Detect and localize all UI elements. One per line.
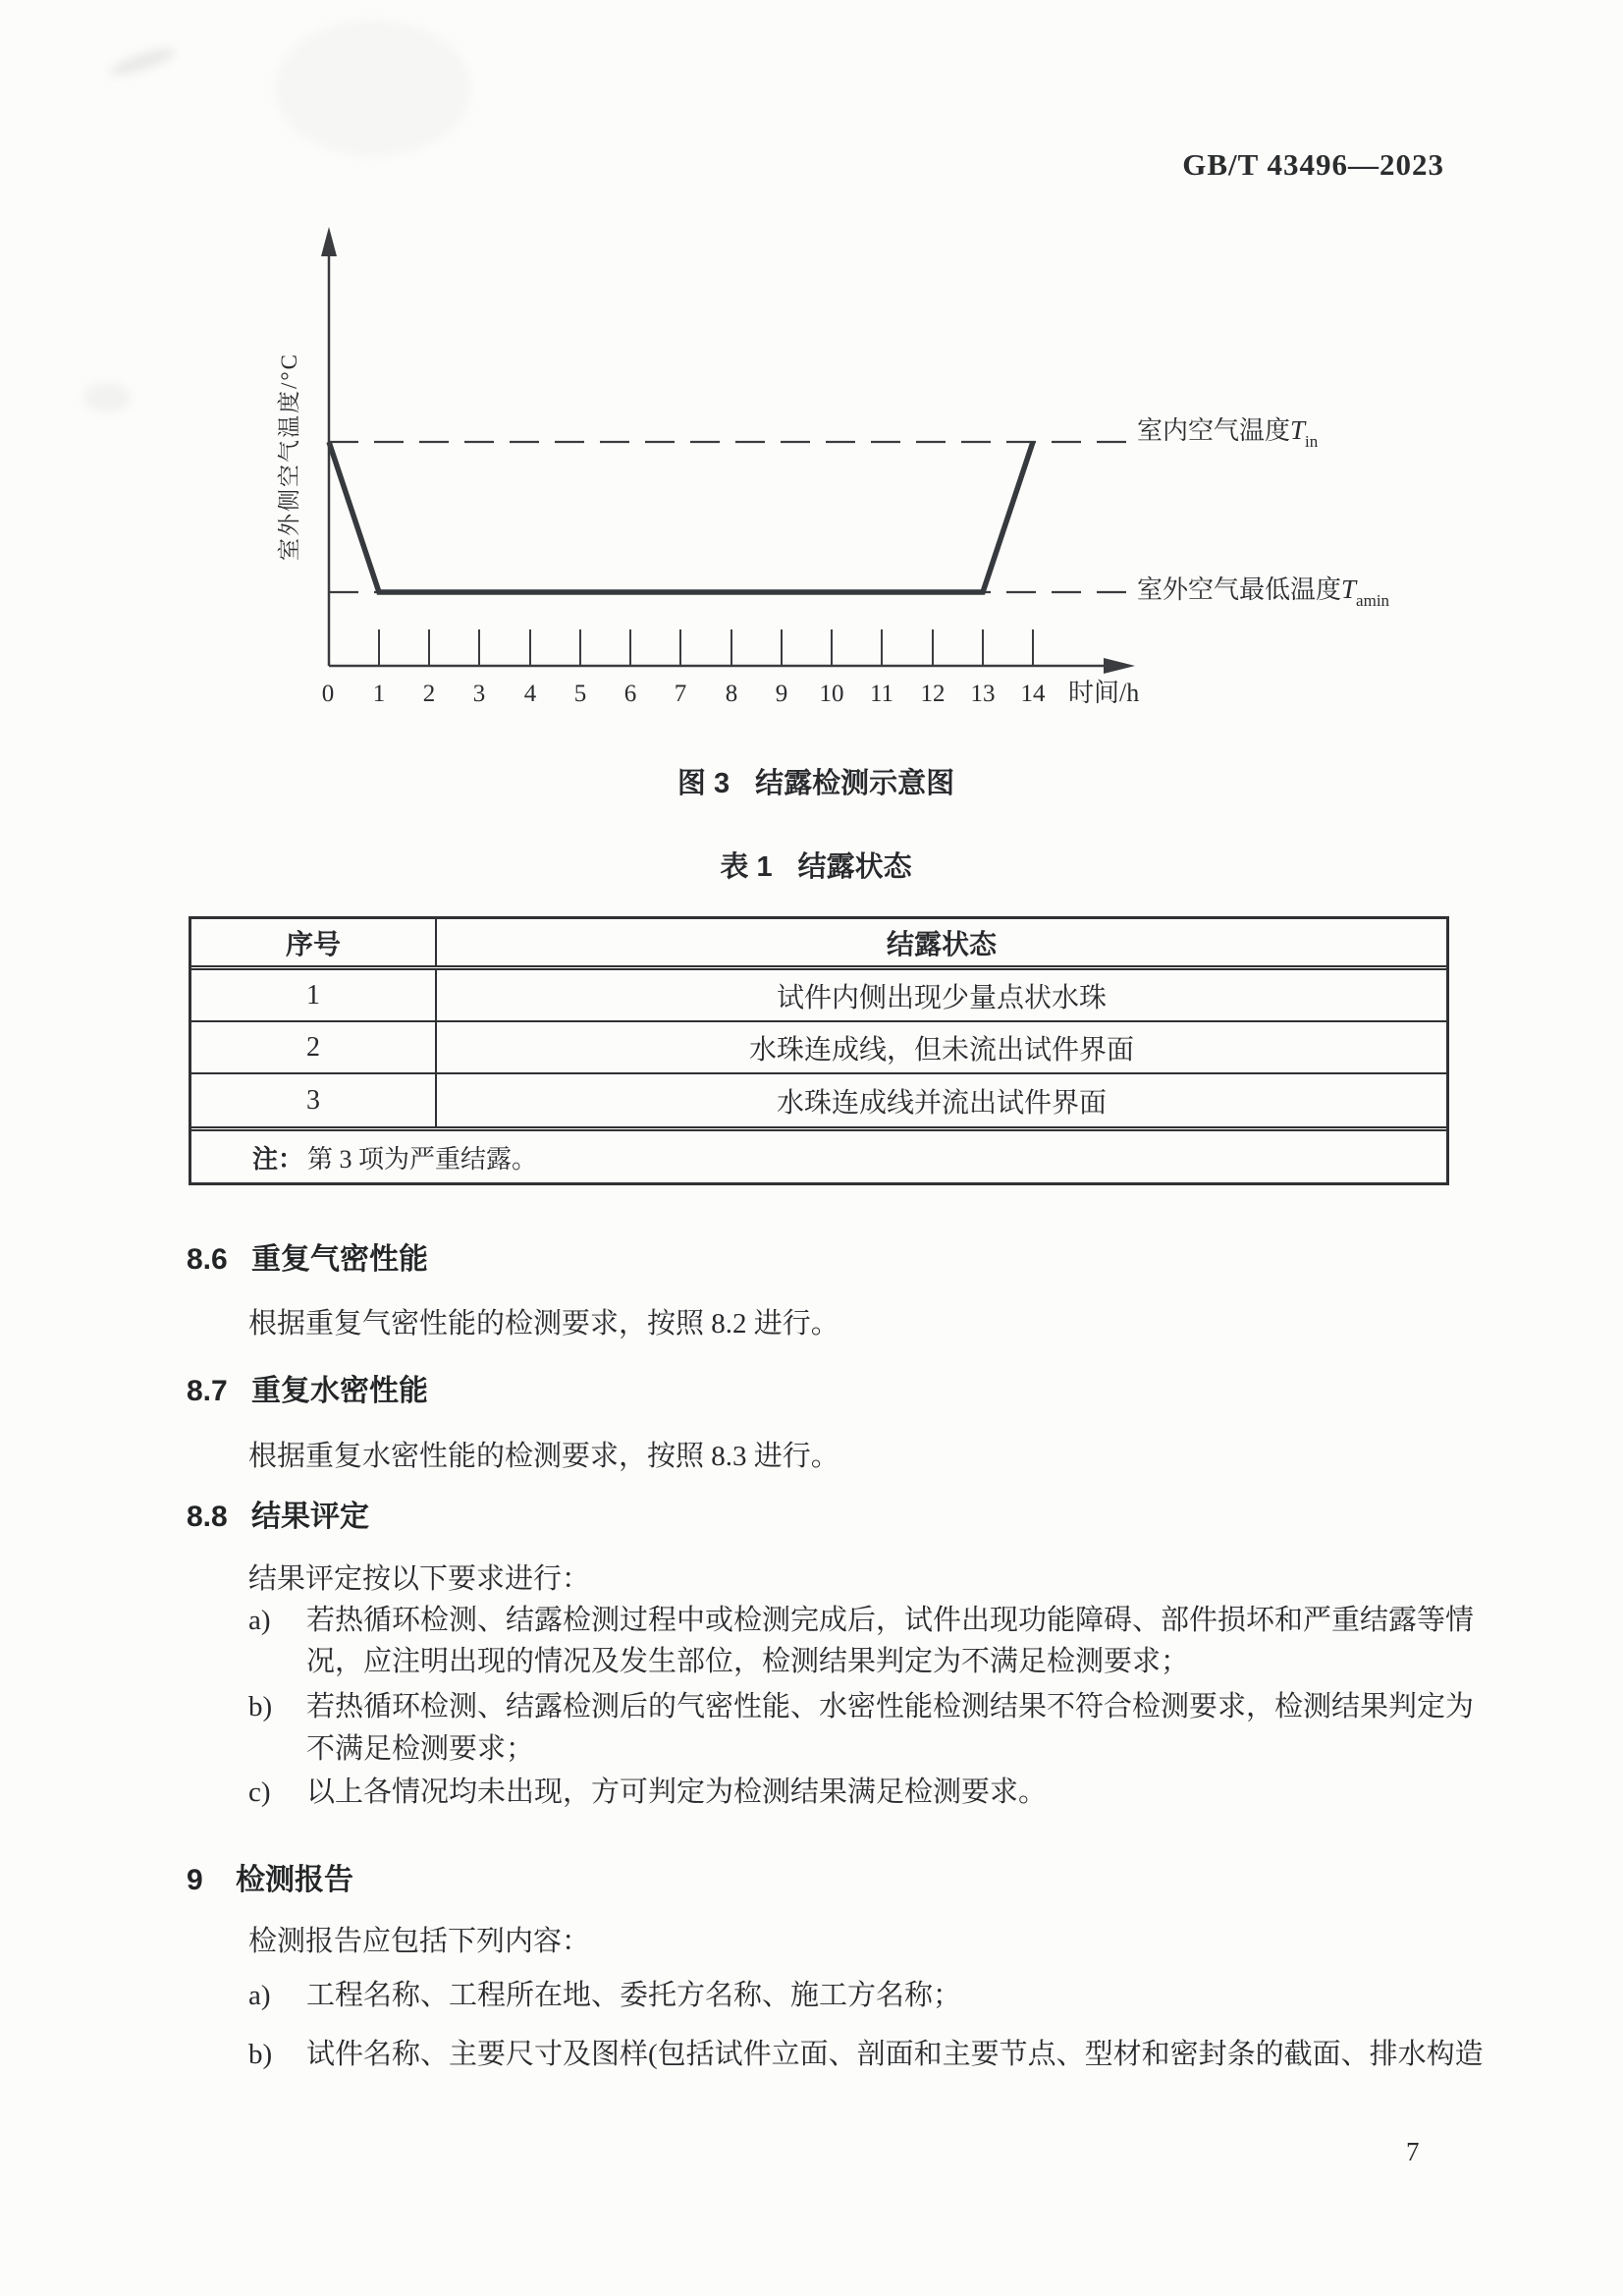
- list-item-b: b) 若热循环检测、结露检测后的气密性能、水密性能检测结果不符合检测要求，检测结果判定为: [248, 1687, 1474, 1726]
- scan-artifact: [83, 383, 131, 412]
- section-8-7-heading: 8.7 重复水密性能: [187, 1375, 428, 1407]
- svg-text:0: 0: [321, 681, 335, 707]
- svg-text:10: 10: [819, 681, 844, 707]
- condensation-state-table: [189, 916, 1449, 1185]
- svg-text:5: 5: [573, 681, 587, 707]
- note-text: 第 3 项为严重结露。: [307, 1144, 538, 1174]
- header-cell-state: 结露状态: [886, 928, 997, 959]
- svg-text:14: 14: [1020, 681, 1046, 707]
- x-tick-labels: [322, 681, 1046, 707]
- svg-text:2: 2: [422, 681, 436, 707]
- table-caption-title: 结露状态: [797, 851, 912, 883]
- list-marker: b): [248, 2039, 273, 2070]
- svg-text:13: 13: [970, 681, 996, 707]
- svg-text:4: 4: [523, 681, 537, 707]
- svg-text:12: 12: [920, 681, 946, 707]
- svg-text:6: 6: [623, 681, 637, 707]
- report-item-a: a) 工程名称、工程所在地、委托方名称、施工方名称；: [248, 1976, 961, 2015]
- section-8-6-body: 根据重复气密性能的检测要求，按照 8.2 进行。: [248, 1308, 839, 1339]
- section-9-intro: 检测报告应包括下列内容：: [248, 1926, 591, 1957]
- standard-code: GB/T 43496—2023: [1182, 147, 1444, 182]
- table-row: 2 水珠连成线，但未流出试件界面: [191, 1022, 1446, 1074]
- svg-text:11: 11: [869, 681, 894, 707]
- list-item-a-line2: 况，应注明出现的情况及发生部位，检测结果判定为不满足检测要求；: [306, 1646, 1190, 1677]
- svg-text:8: 8: [725, 681, 738, 707]
- svg-text:1: 1: [372, 681, 386, 707]
- figure-caption-label: 图 3: [676, 768, 730, 799]
- svg-text:7: 7: [674, 681, 687, 707]
- svg-text:9: 9: [775, 681, 788, 707]
- condensation-test-chart: [245, 221, 1424, 717]
- table-row: 1 试件内侧出现少量点状水珠: [191, 970, 1446, 1022]
- table-header-row: [191, 919, 1446, 970]
- list-marker: a): [248, 1605, 271, 1636]
- scan-artifact: [275, 20, 471, 157]
- indoor-temp-label: 室内空气温度$T_{in}$: [1137, 415, 1319, 451]
- svg-text:3: 3: [472, 681, 486, 707]
- table-caption: [189, 845, 1443, 885]
- header-cell-no: 序号: [191, 919, 437, 965]
- table-note-row: [191, 1126, 1446, 1182]
- x-axis-ticks: [379, 629, 1033, 666]
- section-8-8-heading: 8.8 结果评定: [187, 1501, 369, 1533]
- list-marker: a): [248, 1980, 271, 2011]
- section-8-6-heading: 8.6 重复气密性能: [187, 1243, 428, 1276]
- list-item-c: c) 以上各情况均未出现，方可判定为检测结果满足检测要求。: [248, 1773, 1047, 1812]
- report-item-b: b) 试件名称、主要尺寸及图样(包括试件立面、剖面和主要节点、型材和密封条的截面、排水构造: [248, 2035, 1484, 2074]
- temperature-profile-line: [329, 442, 1033, 592]
- figure-caption-title: 结露检测示意图: [755, 768, 955, 799]
- section-8-7-body: 根据重复水密性能的检测要求，按照 8.3 进行。: [248, 1441, 839, 1472]
- y-axis-arrow: [321, 227, 337, 256]
- x-axis-arrow: [1104, 658, 1135, 674]
- scan-artifact: [107, 44, 178, 81]
- page-number: 7: [1406, 2137, 1420, 2166]
- y-axis-title: 室外侧空气温度/°C: [277, 353, 301, 561]
- list-item-a: a) 若热循环检测、结露检测过程中或检测完成后，试件出现功能障碍、部件损坏和严重结露等情: [248, 1601, 1474, 1640]
- note-label: 注：: [252, 1143, 304, 1174]
- section-9-heading: 9 检测报告: [187, 1864, 353, 1896]
- list-marker: c): [248, 1777, 271, 1808]
- table-row: 3 水珠连成线并流出试件界面: [191, 1074, 1446, 1126]
- outdoor-min-temp-label: 室外空气最低温度$T_{amin}$: [1137, 574, 1390, 610]
- section-8-8-intro: 结果评定按以下要求进行：: [248, 1563, 591, 1595]
- figure-caption: [189, 761, 1443, 801]
- list-item-b-line2: 不满足检测要求；: [306, 1733, 535, 1765]
- table-caption-label: 表 1: [720, 851, 773, 883]
- list-marker: b): [248, 1691, 273, 1722]
- x-axis-title: 时间/h: [1068, 679, 1140, 707]
